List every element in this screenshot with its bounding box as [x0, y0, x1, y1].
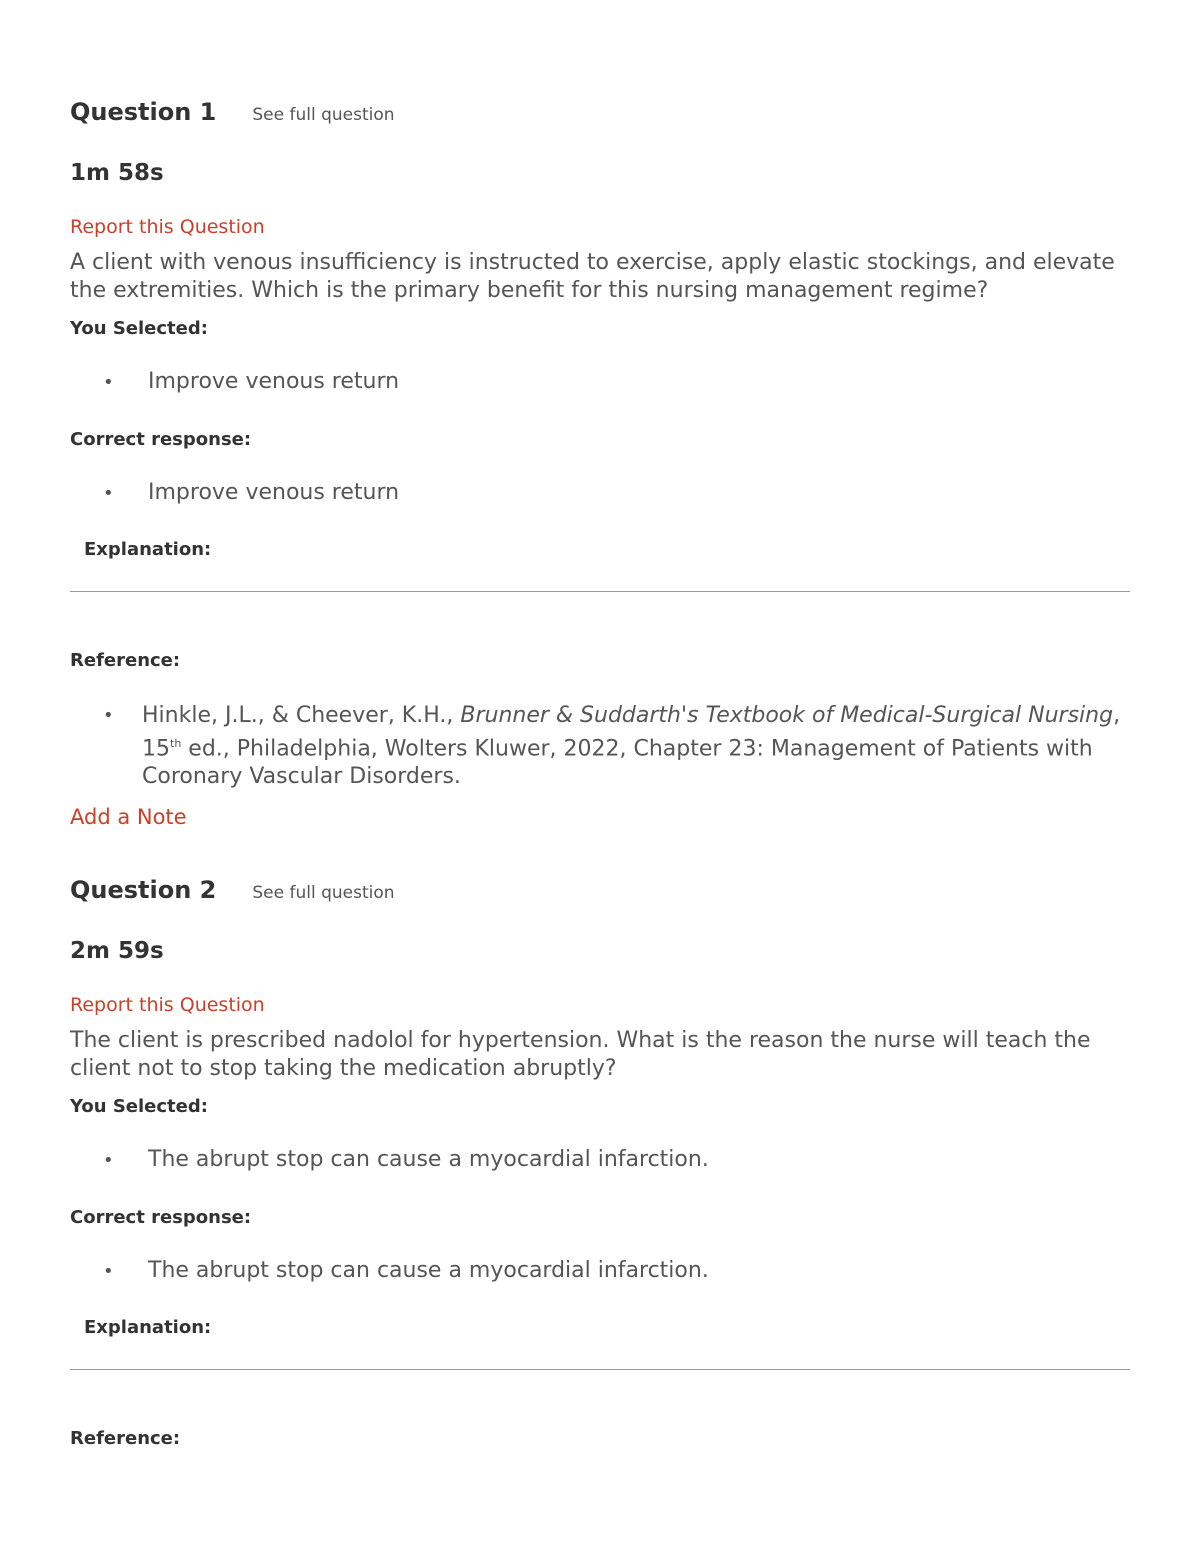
question-header: [70, 98, 1130, 134]
divider: [70, 591, 1130, 592]
you-selected-label: You Selected:: [70, 1096, 208, 1117]
reference-item: [70, 702, 1130, 791]
selected-answer: [70, 368, 1130, 397]
reference-label: Reference:: [70, 1428, 181, 1449]
selected-answer-text: The abrupt stop can cause a myocardial infarction.: [148, 1147, 709, 1172]
reference-label: Reference:: [70, 650, 181, 671]
reference-edition: , 15: [142, 703, 1121, 762]
bullet-icon: •: [103, 705, 114, 726]
reference-book-title: Brunner & Suddarth's Textbook of Medical-Surgical Nursing: [460, 703, 1114, 728]
bullet-icon: •: [103, 372, 114, 393]
question-time: 1m 58s: [70, 160, 164, 186]
divider: [70, 1369, 1130, 1370]
question-header: [70, 876, 1130, 912]
bullet-icon: •: [103, 1261, 114, 1282]
correct-answer-text: Improve venous return: [148, 480, 400, 505]
reference-edition-suffix: th: [170, 737, 182, 750]
bullet-icon: •: [103, 1150, 114, 1171]
you-selected-label: You Selected:: [70, 318, 208, 339]
see-full-question-link[interactable]: See full question: [252, 883, 395, 903]
question-text: A client with venous insufficiency is instructed to exercise, apply elastic stockings, and elevate the extremities. Which is the primary benefit for this nursing management regime?: [70, 250, 1115, 303]
question-title: Question 2: [70, 876, 217, 904]
report-question-link[interactable]: Report this Question: [70, 994, 265, 1016]
selected-answer-text: Improve venous return: [148, 369, 400, 394]
correct-answer: [70, 1257, 1130, 1286]
report-question-link[interactable]: Report this Question: [70, 216, 265, 238]
question-title: Question 1: [70, 98, 217, 126]
explanation-label: Explanation:: [84, 1317, 212, 1338]
reference-text: [142, 702, 1130, 791]
question-2-block: [70, 876, 1130, 1451]
question-text: The client is prescribed nadolol for hypertension. What is the reason the nurse will teach the client not to stop taking the medication abruptly?: [70, 1028, 1091, 1081]
question-time: 2m 59s: [70, 938, 164, 964]
explanation-label: Explanation:: [84, 539, 212, 560]
question-1-block: [70, 98, 1130, 830]
add-note-link[interactable]: Add a Note: [70, 805, 187, 830]
correct-response-label: Correct response:: [70, 429, 252, 450]
correct-response-label: Correct response:: [70, 1207, 252, 1228]
see-full-question-link[interactable]: See full question: [252, 105, 395, 125]
correct-answer-text: The abrupt stop can cause a myocardial infarction.: [148, 1258, 709, 1283]
bullet-icon: •: [103, 483, 114, 504]
correct-answer: [70, 479, 1130, 508]
reference-authors: Hinkle, J.L., & Cheever, K.H.,: [142, 703, 461, 728]
selected-answer: [70, 1146, 1130, 1175]
reference-details: ed., Philadelphia, Wolters Kluwer, 2022, Chapter 23: Management of Patients with Coronary Vascular Disorders.: [142, 736, 1093, 790]
